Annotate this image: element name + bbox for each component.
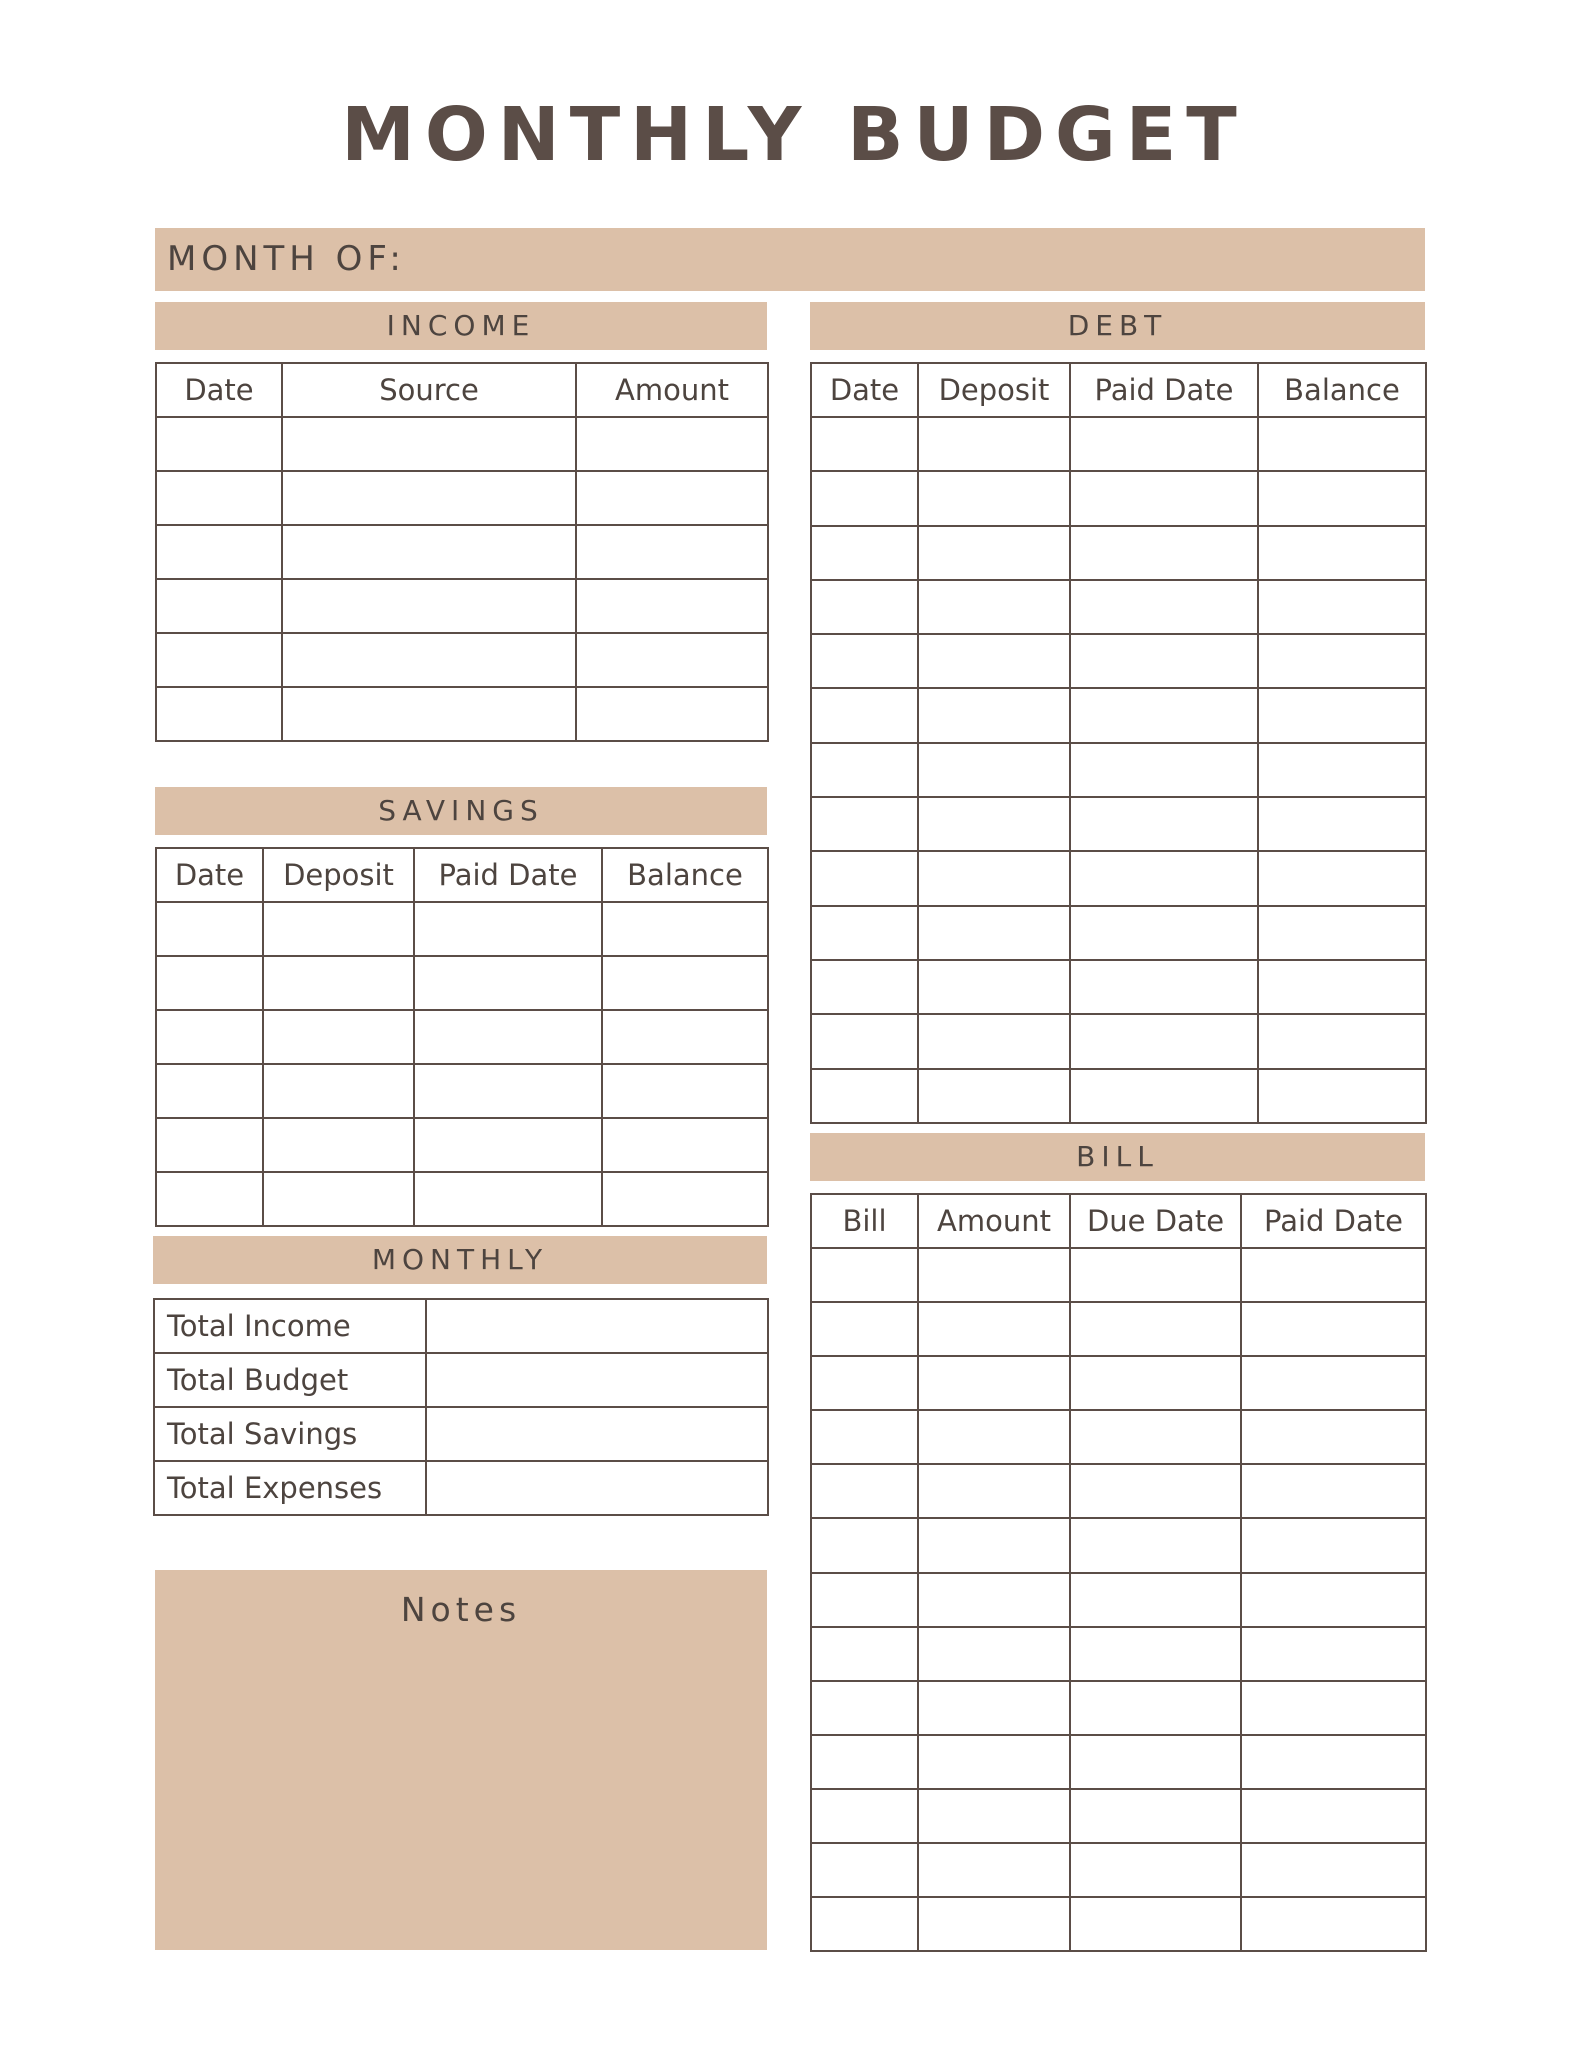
debt-col-date: Date (811, 363, 918, 417)
debt-cell-date[interactable] (811, 471, 918, 525)
debt-cell-date[interactable] (811, 906, 918, 960)
debt-cell-balance[interactable] (1258, 960, 1426, 1014)
bill-table (810, 1193, 1427, 1952)
debt-cell-paid-date[interactable] (1070, 851, 1258, 905)
debt-cell-date[interactable] (811, 743, 918, 797)
debt-cell-deposit[interactable] (918, 743, 1070, 797)
bill-row (811, 1248, 1426, 1302)
total-savings-label: Total Savings (154, 1407, 426, 1461)
income-cell-date[interactable] (156, 471, 282, 525)
bill-cell-amount[interactable] (918, 1573, 1070, 1627)
monthly-row-total-income (154, 1299, 768, 1353)
savings-col-date: Date (156, 848, 263, 902)
savings-header: SAVINGS (155, 787, 767, 835)
debt-row (811, 580, 1426, 634)
savings-cell-deposit[interactable] (263, 1010, 414, 1064)
savings-cell-paid-date[interactable] (414, 1172, 602, 1226)
bill-cell-due-date[interactable] (1070, 1627, 1241, 1681)
income-cell-source[interactable] (282, 525, 576, 579)
income-cell-date[interactable] (156, 687, 282, 741)
income-row (156, 471, 768, 525)
savings-cell-deposit[interactable] (263, 1172, 414, 1226)
debt-row (811, 471, 1426, 525)
debt-header: DEBT (810, 302, 1425, 350)
debt-cell-deposit[interactable] (918, 417, 1070, 471)
bill-cell-due-date[interactable] (1070, 1518, 1241, 1572)
bill-cell-due-date[interactable] (1070, 1302, 1241, 1356)
total-budget-label: Total Budget (154, 1353, 426, 1407)
income-cell-amount[interactable] (576, 417, 768, 471)
income-cell-date[interactable] (156, 525, 282, 579)
bill-cell-paid-date[interactable] (1241, 1681, 1426, 1735)
bill-row (811, 1518, 1426, 1572)
income-col-date: Date (156, 363, 282, 417)
debt-cell-balance[interactable] (1258, 743, 1426, 797)
bill-cell-paid-date[interactable] (1241, 1573, 1426, 1627)
debt-row (811, 743, 1426, 797)
bill-cell-amount[interactable] (918, 1410, 1070, 1464)
debt-row (811, 417, 1426, 471)
total-savings-value[interactable] (426, 1407, 768, 1461)
income-row (156, 687, 768, 741)
debt-cell-balance[interactable] (1258, 1014, 1426, 1068)
savings-col-deposit: Deposit (263, 848, 414, 902)
debt-cell-deposit[interactable] (918, 688, 1070, 742)
bill-cell-bill[interactable] (811, 1518, 918, 1572)
debt-table (810, 362, 1427, 1124)
total-budget-value[interactable] (426, 1353, 768, 1407)
debt-cell-deposit[interactable] (918, 906, 1070, 960)
savings-cell-paid-date[interactable] (414, 1064, 602, 1118)
total-expenses-label: Total Expenses (154, 1461, 426, 1515)
bill-cell-paid-date[interactable] (1241, 1735, 1426, 1789)
debt-cell-date[interactable] (811, 1014, 918, 1068)
savings-row (156, 1064, 768, 1118)
bill-header-row (811, 1194, 1426, 1248)
income-header-row (156, 363, 768, 417)
debt-cell-deposit[interactable] (918, 526, 1070, 580)
income-cell-date[interactable] (156, 633, 282, 687)
bill-header: BILL (810, 1133, 1425, 1181)
debt-col-balance: Balance (1258, 363, 1426, 417)
income-header: INCOME (155, 302, 767, 350)
debt-cell-balance[interactable] (1258, 851, 1426, 905)
bill-cell-bill[interactable] (811, 1248, 918, 1302)
debt-cell-paid-date[interactable] (1070, 797, 1258, 851)
debt-cell-balance[interactable] (1258, 634, 1426, 688)
savings-header-row (156, 848, 768, 902)
debt-row (811, 634, 1426, 688)
bill-cell-amount[interactable] (918, 1302, 1070, 1356)
income-cell-date[interactable] (156, 579, 282, 633)
savings-cell-paid-date[interactable] (414, 902, 602, 956)
savings-cell-balance[interactable] (602, 1064, 768, 1118)
savings-cell-balance[interactable] (602, 1010, 768, 1064)
notes-area[interactable] (155, 1570, 767, 1950)
income-cell-source[interactable] (282, 687, 576, 741)
bill-row (811, 1681, 1426, 1735)
debt-row (811, 1014, 1426, 1068)
income-row (156, 579, 768, 633)
bill-col-amount: Amount (918, 1194, 1070, 1248)
debt-cell-balance[interactable] (1258, 1069, 1426, 1123)
debt-cell-deposit[interactable] (918, 960, 1070, 1014)
bill-cell-bill[interactable] (811, 1410, 918, 1464)
bill-cell-paid-date[interactable] (1241, 1627, 1426, 1681)
savings-col-balance: Balance (602, 848, 768, 902)
savings-cell-date[interactable] (156, 1010, 263, 1064)
bill-cell-due-date[interactable] (1070, 1573, 1241, 1627)
savings-col-paid-date: Paid Date (414, 848, 602, 902)
savings-row (156, 1010, 768, 1064)
income-cell-amount[interactable] (576, 471, 768, 525)
total-income-label: Total Income (154, 1299, 426, 1353)
bill-cell-paid-date[interactable] (1241, 1789, 1426, 1843)
income-cell-amount[interactable] (576, 579, 768, 633)
bill-row (811, 1735, 1426, 1789)
debt-cell-date[interactable] (811, 851, 918, 905)
bill-cell-due-date[interactable] (1070, 1681, 1241, 1735)
bill-row (811, 1464, 1426, 1518)
notes-label: Notes (400, 1590, 522, 1629)
bill-cell-amount[interactable] (918, 1843, 1070, 1897)
debt-cell-deposit[interactable] (918, 634, 1070, 688)
debt-cell-paid-date[interactable] (1070, 1014, 1258, 1068)
debt-cell-deposit[interactable] (918, 1069, 1070, 1123)
savings-cell-date[interactable] (156, 956, 263, 1010)
income-row (156, 633, 768, 687)
debt-cell-date[interactable] (811, 797, 918, 851)
debt-row (811, 960, 1426, 1014)
debt-cell-deposit[interactable] (918, 471, 1070, 525)
bill-cell-bill[interactable] (811, 1356, 918, 1410)
bill-row (811, 1302, 1426, 1356)
savings-cell-deposit[interactable] (263, 902, 414, 956)
bill-cell-paid-date[interactable] (1241, 1248, 1426, 1302)
bill-cell-amount[interactable] (918, 1248, 1070, 1302)
debt-cell-balance[interactable] (1258, 688, 1426, 742)
savings-cell-deposit[interactable] (263, 1064, 414, 1118)
debt-cell-paid-date[interactable] (1070, 526, 1258, 580)
bill-cell-bill[interactable] (811, 1681, 918, 1735)
debt-row (811, 688, 1426, 742)
debt-cell-paid-date[interactable] (1070, 960, 1258, 1014)
debt-row (811, 1069, 1426, 1123)
bill-cell-paid-date[interactable] (1241, 1843, 1426, 1897)
income-table (155, 362, 769, 742)
savings-cell-paid-date[interactable] (414, 1118, 602, 1172)
savings-cell-date[interactable] (156, 1064, 263, 1118)
savings-cell-balance[interactable] (602, 1118, 768, 1172)
bill-cell-amount[interactable] (918, 1735, 1070, 1789)
bill-cell-amount[interactable] (918, 1897, 1070, 1951)
bill-cell-paid-date[interactable] (1241, 1410, 1426, 1464)
bill-cell-paid-date[interactable] (1241, 1302, 1426, 1356)
income-row (156, 417, 768, 471)
bill-row (811, 1410, 1426, 1464)
bill-cell-due-date[interactable] (1070, 1735, 1241, 1789)
month-of-label: MONTH OF: (167, 239, 406, 279)
bill-cell-due-date[interactable] (1070, 1410, 1241, 1464)
savings-cell-balance[interactable] (602, 902, 768, 956)
debt-row (811, 526, 1426, 580)
income-cell-date[interactable] (156, 417, 282, 471)
savings-row (156, 1118, 768, 1172)
income-col-source: Source (282, 363, 576, 417)
bill-cell-bill[interactable] (811, 1897, 918, 1951)
bill-cell-due-date[interactable] (1070, 1356, 1241, 1410)
bill-col-due-date: Due Date (1070, 1194, 1241, 1248)
bill-cell-paid-date[interactable] (1241, 1897, 1426, 1951)
debt-cell-paid-date[interactable] (1070, 634, 1258, 688)
bill-cell-amount[interactable] (918, 1464, 1070, 1518)
debt-cell-paid-date[interactable] (1070, 1069, 1258, 1123)
monthly-row-total-budget (154, 1353, 768, 1407)
debt-cell-date[interactable] (811, 960, 918, 1014)
bill-cell-bill[interactable] (811, 1573, 918, 1627)
bill-cell-amount[interactable] (918, 1356, 1070, 1410)
income-cell-amount[interactable] (576, 633, 768, 687)
bill-col-bill: Bill (811, 1194, 918, 1248)
debt-cell-deposit[interactable] (918, 797, 1070, 851)
debt-cell-date[interactable] (811, 634, 918, 688)
debt-cell-paid-date[interactable] (1070, 471, 1258, 525)
bill-cell-due-date[interactable] (1070, 1789, 1241, 1843)
savings-row (156, 956, 768, 1010)
bill-cell-paid-date[interactable] (1241, 1356, 1426, 1410)
debt-cell-date[interactable] (811, 417, 918, 471)
bill-cell-bill[interactable] (811, 1843, 918, 1897)
bill-row (811, 1897, 1426, 1951)
savings-cell-balance[interactable] (602, 1172, 768, 1226)
debt-cell-balance[interactable] (1258, 580, 1426, 634)
income-cell-source[interactable] (282, 471, 576, 525)
savings-cell-balance[interactable] (602, 956, 768, 1010)
bill-cell-bill[interactable] (811, 1464, 918, 1518)
debt-header-row (811, 363, 1426, 417)
debt-cell-paid-date[interactable] (1070, 580, 1258, 634)
bill-row (811, 1843, 1426, 1897)
month-of-field[interactable] (155, 228, 1425, 291)
debt-col-deposit: Deposit (918, 363, 1070, 417)
savings-row (156, 1172, 768, 1226)
monthly-header: MONTHLY (153, 1236, 767, 1284)
income-row (156, 525, 768, 579)
debt-cell-balance[interactable] (1258, 471, 1426, 525)
total-income-value[interactable] (426, 1299, 768, 1353)
debt-row (811, 851, 1426, 905)
savings-table (155, 847, 769, 1227)
bill-col-paid-date: Paid Date (1241, 1194, 1426, 1248)
debt-row (811, 906, 1426, 960)
debt-cell-date[interactable] (811, 580, 918, 634)
monthly-row-total-savings (154, 1407, 768, 1461)
debt-cell-balance[interactable] (1258, 906, 1426, 960)
savings-cell-date[interactable] (156, 1172, 263, 1226)
bill-row (811, 1627, 1426, 1681)
debt-cell-date[interactable] (811, 526, 918, 580)
bill-cell-bill[interactable] (811, 1735, 918, 1789)
bill-cell-paid-date[interactable] (1241, 1518, 1426, 1572)
bill-cell-amount[interactable] (918, 1789, 1070, 1843)
bill-cell-due-date[interactable] (1070, 1464, 1241, 1518)
savings-row (156, 902, 768, 956)
bill-cell-paid-date[interactable] (1241, 1464, 1426, 1518)
bill-cell-bill[interactable] (811, 1302, 918, 1356)
bill-cell-due-date[interactable] (1070, 1843, 1241, 1897)
savings-cell-paid-date[interactable] (414, 956, 602, 1010)
debt-cell-balance[interactable] (1258, 526, 1426, 580)
income-cell-amount[interactable] (576, 687, 768, 741)
bill-row (811, 1356, 1426, 1410)
page-title: MONTHLY BUDGET (341, 92, 1247, 178)
bill-row (811, 1573, 1426, 1627)
total-expenses-value[interactable] (426, 1461, 768, 1515)
debt-cell-date[interactable] (811, 688, 918, 742)
bill-row (811, 1789, 1426, 1843)
savings-cell-deposit[interactable] (263, 956, 414, 1010)
bill-cell-amount[interactable] (918, 1681, 1070, 1735)
debt-cell-date[interactable] (811, 1069, 918, 1123)
savings-cell-paid-date[interactable] (414, 1010, 602, 1064)
bill-cell-due-date[interactable] (1070, 1248, 1241, 1302)
debt-cell-deposit[interactable] (918, 580, 1070, 634)
debt-cell-paid-date[interactable] (1070, 688, 1258, 742)
debt-row (811, 797, 1426, 851)
income-cell-source[interactable] (282, 579, 576, 633)
debt-cell-balance[interactable] (1258, 797, 1426, 851)
bill-cell-due-date[interactable] (1070, 1897, 1241, 1951)
income-cell-amount[interactable] (576, 525, 768, 579)
bill-cell-amount[interactable] (918, 1518, 1070, 1572)
debt-cell-paid-date[interactable] (1070, 906, 1258, 960)
debt-cell-paid-date[interactable] (1070, 417, 1258, 471)
debt-col-paid-date: Paid Date (1070, 363, 1258, 417)
debt-cell-paid-date[interactable] (1070, 743, 1258, 797)
income-col-amount: Amount (576, 363, 768, 417)
bill-cell-bill[interactable] (811, 1627, 918, 1681)
monthly-row-total-expenses (154, 1461, 768, 1515)
monthly-table (153, 1298, 769, 1516)
savings-cell-date[interactable] (156, 1118, 263, 1172)
debt-cell-deposit[interactable] (918, 851, 1070, 905)
income-cell-source[interactable] (282, 633, 576, 687)
savings-cell-date[interactable] (156, 902, 263, 956)
bill-cell-bill[interactable] (811, 1789, 918, 1843)
savings-cell-deposit[interactable] (263, 1118, 414, 1172)
debt-cell-balance[interactable] (1258, 417, 1426, 471)
bill-cell-amount[interactable] (918, 1627, 1070, 1681)
income-cell-source[interactable] (282, 417, 576, 471)
debt-cell-deposit[interactable] (918, 1014, 1070, 1068)
